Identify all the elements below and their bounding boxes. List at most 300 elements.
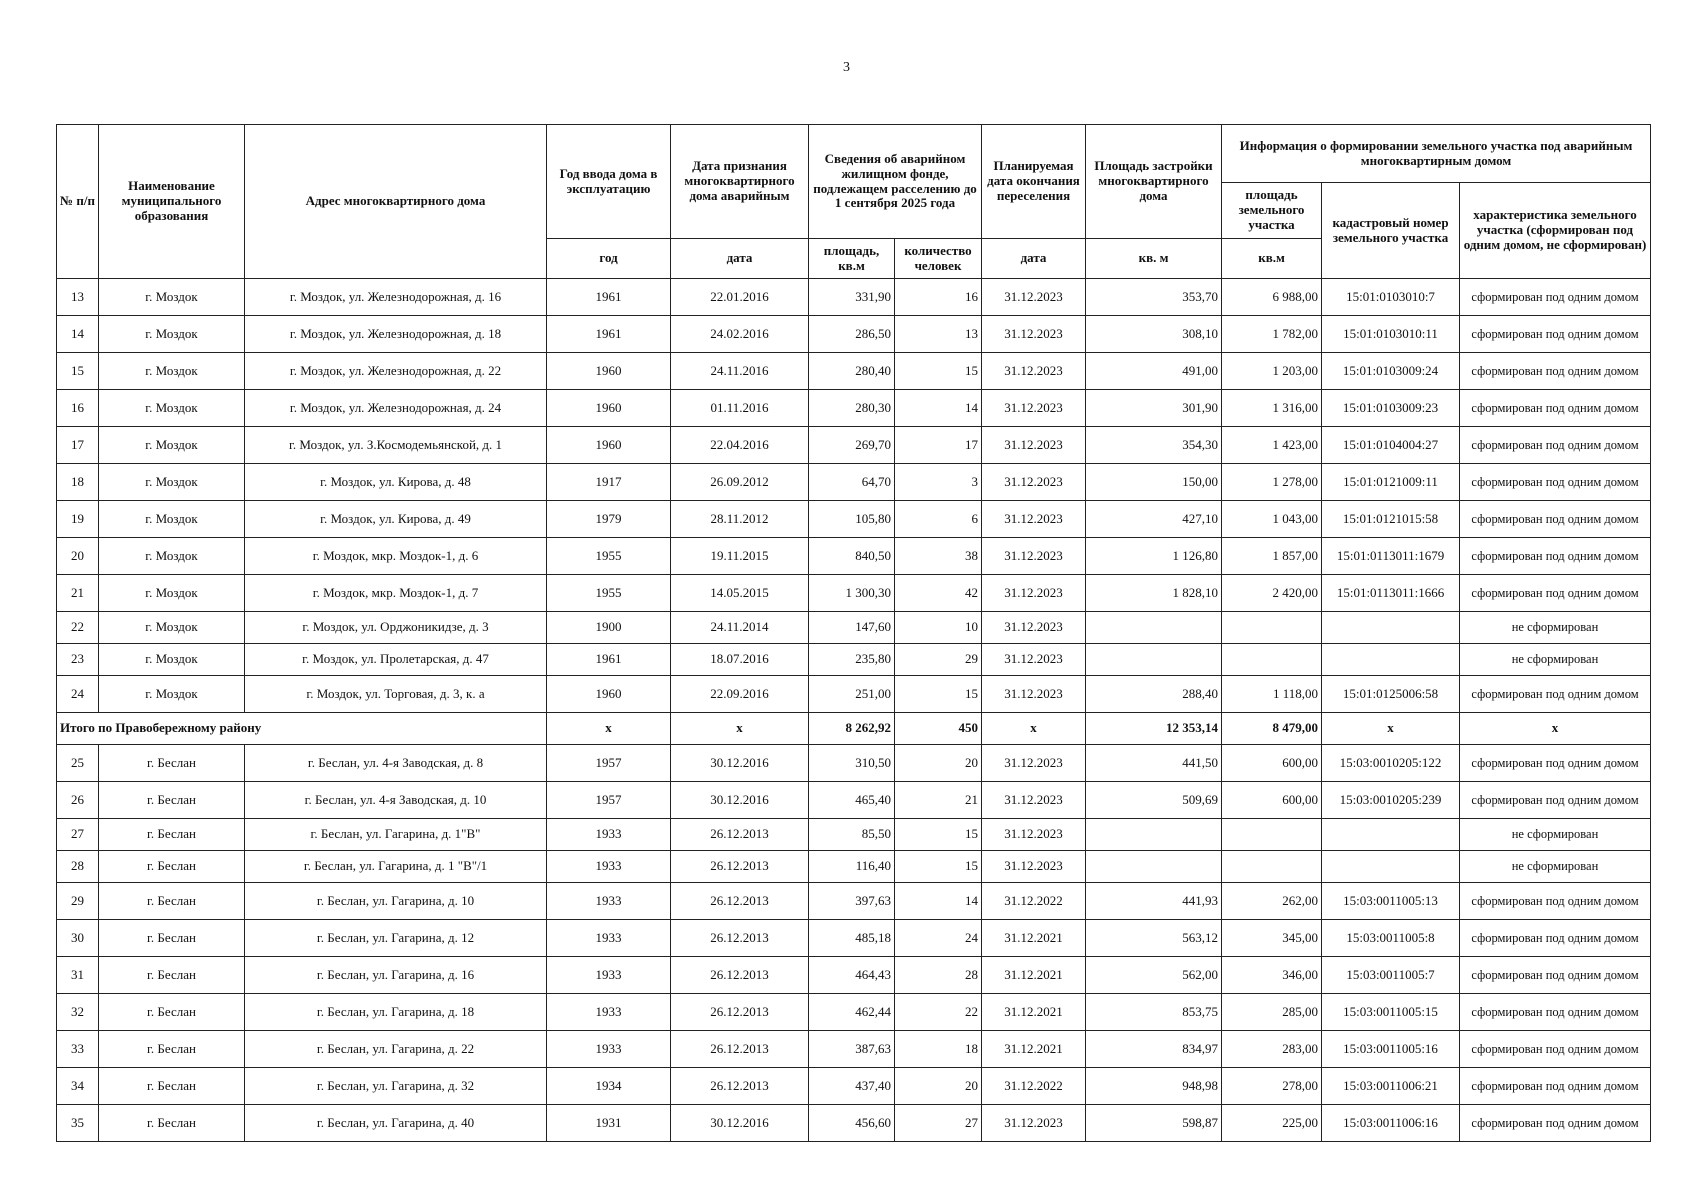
cell-date: 26.12.2013 bbox=[671, 819, 809, 851]
cell-people: 15 bbox=[895, 819, 982, 851]
cell-area: 147,60 bbox=[809, 612, 895, 644]
header-unit-date: дата bbox=[671, 239, 809, 279]
cell-cadastral: 15:01:0103009:24 bbox=[1322, 353, 1460, 390]
cell-characteristic: сформирован под одним домом bbox=[1460, 501, 1651, 538]
cell-building-area: 834,97 bbox=[1086, 1031, 1222, 1068]
total-year: х bbox=[547, 713, 671, 745]
cell-area: 462,44 bbox=[809, 994, 895, 1031]
header-building-area: Площадь застройки многоквартирного дома bbox=[1086, 125, 1222, 239]
cell-building-area: 441,93 bbox=[1086, 883, 1222, 920]
cell-date: 26.12.2013 bbox=[671, 851, 809, 883]
cell-building-area: 853,75 bbox=[1086, 994, 1222, 1031]
cell-address: г. Моздок, мкр. Моздок-1, д. 6 bbox=[245, 538, 547, 575]
cell-date: 26.12.2013 bbox=[671, 957, 809, 994]
cell-building-area: 1 126,80 bbox=[1086, 538, 1222, 575]
cell-municipality: г. Моздок bbox=[99, 427, 245, 464]
header-land-area: площадь земельного участка bbox=[1222, 183, 1322, 239]
cell-date: 26.09.2012 bbox=[671, 464, 809, 501]
cell-address: г. Беслан, ул. Гагарина, д. 1 "В"/1 bbox=[245, 851, 547, 883]
cell-year: 1960 bbox=[547, 676, 671, 713]
cell-num: 31 bbox=[57, 957, 99, 994]
cell-people: 17 bbox=[895, 427, 982, 464]
cell-num: 27 bbox=[57, 819, 99, 851]
cell-area: 116,40 bbox=[809, 851, 895, 883]
cell-municipality: г. Моздок bbox=[99, 353, 245, 390]
cell-address: г. Моздок, ул. Железнодорожная, д. 24 bbox=[245, 390, 547, 427]
cell-cadastral: 15:01:0113011:1666 bbox=[1322, 575, 1460, 612]
cell-address: г. Беслан, ул. Гагарина, д. 12 bbox=[245, 920, 547, 957]
cell-characteristic: сформирован под одним домом bbox=[1460, 575, 1651, 612]
cell-characteristic: сформирован под одним домом bbox=[1460, 279, 1651, 316]
table-row bbox=[57, 464, 1651, 501]
cell-building-area: 563,12 bbox=[1086, 920, 1222, 957]
cell-year: 1960 bbox=[547, 427, 671, 464]
cell-num: 25 bbox=[57, 745, 99, 782]
cell-land-area bbox=[1222, 819, 1322, 851]
cell-address: г. Беслан, ул. Гагарина, д. 18 bbox=[245, 994, 547, 1031]
cell-date: 22.01.2016 bbox=[671, 279, 809, 316]
cell-cadastral: 15:01:0103010:7 bbox=[1322, 279, 1460, 316]
header-unit-area: площадь, кв.м bbox=[809, 239, 895, 279]
cell-year: 1933 bbox=[547, 994, 671, 1031]
emergency-housing-table bbox=[56, 124, 1651, 1142]
cell-address: г. Беслан, ул. Гагарина, д. 10 bbox=[245, 883, 547, 920]
cell-planned-date: 31.12.2023 bbox=[982, 1105, 1086, 1142]
cell-building-area bbox=[1086, 644, 1222, 676]
cell-people: 28 bbox=[895, 957, 982, 994]
cell-area: 286,50 bbox=[809, 316, 895, 353]
cell-characteristic: сформирован под одним домом bbox=[1460, 390, 1651, 427]
cell-municipality: г. Моздок bbox=[99, 316, 245, 353]
cell-municipality: г. Моздок bbox=[99, 501, 245, 538]
cell-year: 1917 bbox=[547, 464, 671, 501]
cell-cadastral bbox=[1322, 612, 1460, 644]
cell-area: 1 300,30 bbox=[809, 575, 895, 612]
cell-building-area: 354,30 bbox=[1086, 427, 1222, 464]
cell-building-area: 1 828,10 bbox=[1086, 575, 1222, 612]
cell-year: 1933 bbox=[547, 883, 671, 920]
cell-characteristic: сформирован под одним домом bbox=[1460, 538, 1651, 575]
cell-cadastral: 15:03:0011005:8 bbox=[1322, 920, 1460, 957]
cell-land-area: 262,00 bbox=[1222, 883, 1322, 920]
cell-municipality: г. Беслан bbox=[99, 819, 245, 851]
cell-land-area: 346,00 bbox=[1222, 957, 1322, 994]
cell-address: г. Моздок, ул. Железнодорожная, д. 16 bbox=[245, 279, 547, 316]
cell-num: 34 bbox=[57, 1068, 99, 1105]
cell-num: 22 bbox=[57, 612, 99, 644]
cell-municipality: г. Беслан bbox=[99, 1031, 245, 1068]
cell-area: 485,18 bbox=[809, 920, 895, 957]
cell-address: г. Моздок, ул. Кирова, д. 49 bbox=[245, 501, 547, 538]
cell-address: г. Беслан, ул. Гагарина, д. 16 bbox=[245, 957, 547, 994]
cell-building-area: 509,69 bbox=[1086, 782, 1222, 819]
cell-date: 22.09.2016 bbox=[671, 676, 809, 713]
cell-year: 1979 bbox=[547, 501, 671, 538]
cell-people: 3 bbox=[895, 464, 982, 501]
cell-num: 16 bbox=[57, 390, 99, 427]
cell-planned-date: 31.12.2023 bbox=[982, 501, 1086, 538]
cell-year: 1933 bbox=[547, 920, 671, 957]
header-land-info: Информация о формировании земельного участка под аварийным многоквартирным домом bbox=[1222, 125, 1651, 183]
header-num: № п/п bbox=[57, 125, 99, 279]
cell-area: 456,60 bbox=[809, 1105, 895, 1142]
total-area: 8 262,92 bbox=[809, 713, 895, 745]
cell-building-area: 150,00 bbox=[1086, 464, 1222, 501]
cell-planned-date: 31.12.2021 bbox=[982, 1031, 1086, 1068]
cell-land-area: 600,00 bbox=[1222, 745, 1322, 782]
cell-characteristic: сформирован под одним домом bbox=[1460, 427, 1651, 464]
cell-date: 19.11.2015 bbox=[671, 538, 809, 575]
cell-cadastral: 15:01:0104004:27 bbox=[1322, 427, 1460, 464]
cell-date: 28.11.2012 bbox=[671, 501, 809, 538]
cell-address: г. Беслан, ул. Гагарина, д. 40 bbox=[245, 1105, 547, 1142]
table-row bbox=[57, 390, 1651, 427]
cell-year: 1955 bbox=[547, 575, 671, 612]
cell-num: 20 bbox=[57, 538, 99, 575]
cell-area: 251,00 bbox=[809, 676, 895, 713]
cell-people: 21 bbox=[895, 782, 982, 819]
cell-num: 35 bbox=[57, 1105, 99, 1142]
cell-characteristic: сформирован под одним домом bbox=[1460, 464, 1651, 501]
cell-people: 6 bbox=[895, 501, 982, 538]
cell-num: 21 bbox=[57, 575, 99, 612]
cell-planned-date: 31.12.2023 bbox=[982, 782, 1086, 819]
cell-municipality: г. Моздок bbox=[99, 612, 245, 644]
cell-building-area bbox=[1086, 819, 1222, 851]
header-fund-info: Сведения об аварийном жилищном фонде, подлежащем расселению до 1 сентября 2025 года bbox=[809, 125, 982, 239]
table-row bbox=[57, 994, 1651, 1031]
cell-characteristic: сформирован под одним домом bbox=[1460, 782, 1651, 819]
cell-cadastral: 15:01:0113011:1679 bbox=[1322, 538, 1460, 575]
cell-municipality: г. Моздок bbox=[99, 676, 245, 713]
cell-characteristic: сформирован под одним домом bbox=[1460, 920, 1651, 957]
cell-municipality: г. Моздок bbox=[99, 575, 245, 612]
cell-land-area: 1 423,00 bbox=[1222, 427, 1322, 464]
cell-area: 331,90 bbox=[809, 279, 895, 316]
cell-people: 15 bbox=[895, 353, 982, 390]
cell-cadastral: 15:03:0011005:16 bbox=[1322, 1031, 1460, 1068]
cell-cadastral: 15:03:0011005:13 bbox=[1322, 883, 1460, 920]
cell-area: 85,50 bbox=[809, 819, 895, 851]
cell-date: 26.12.2013 bbox=[671, 994, 809, 1031]
cell-people: 42 bbox=[895, 575, 982, 612]
table-row bbox=[57, 279, 1651, 316]
table-row bbox=[57, 1031, 1651, 1068]
table-row bbox=[57, 851, 1651, 883]
cell-municipality: г. Моздок bbox=[99, 279, 245, 316]
cell-municipality: г. Моздок bbox=[99, 644, 245, 676]
cell-people: 14 bbox=[895, 883, 982, 920]
cell-cadastral bbox=[1322, 819, 1460, 851]
cell-num: 32 bbox=[57, 994, 99, 1031]
cell-planned-date: 31.12.2023 bbox=[982, 279, 1086, 316]
cell-municipality: г. Моздок bbox=[99, 464, 245, 501]
cell-address: г. Моздок, мкр. Моздок-1, д. 7 bbox=[245, 575, 547, 612]
cell-address: г. Беслан, ул. Гагарина, д. 22 bbox=[245, 1031, 547, 1068]
cell-land-area: 1 857,00 bbox=[1222, 538, 1322, 575]
cell-cadastral: 15:03:0011005:7 bbox=[1322, 957, 1460, 994]
cell-address: г. Моздок, ул. Железнодорожная, д. 22 bbox=[245, 353, 547, 390]
cell-building-area: 301,90 bbox=[1086, 390, 1222, 427]
cell-year: 1934 bbox=[547, 1068, 671, 1105]
cell-date: 26.12.2013 bbox=[671, 883, 809, 920]
cell-land-area: 1 782,00 bbox=[1222, 316, 1322, 353]
cell-people: 13 bbox=[895, 316, 982, 353]
cell-people: 16 bbox=[895, 279, 982, 316]
cell-date: 30.12.2016 bbox=[671, 745, 809, 782]
cell-num: 23 bbox=[57, 644, 99, 676]
cell-planned-date: 31.12.2023 bbox=[982, 427, 1086, 464]
cell-address: г. Моздок, ул. Кирова, д. 48 bbox=[245, 464, 547, 501]
cell-address: г. Моздок, ул. Торговая, д. 3, к. а bbox=[245, 676, 547, 713]
cell-planned-date: 31.12.2023 bbox=[982, 676, 1086, 713]
cell-people: 20 bbox=[895, 745, 982, 782]
table-row bbox=[57, 745, 1651, 782]
cell-area: 387,63 bbox=[809, 1031, 895, 1068]
cell-year: 1931 bbox=[547, 1105, 671, 1142]
header-unit-people: количество человек bbox=[895, 239, 982, 279]
cell-people: 18 bbox=[895, 1031, 982, 1068]
cell-characteristic: не сформирован bbox=[1460, 612, 1651, 644]
header-municipality: Наименование муниципального образования bbox=[99, 125, 245, 279]
cell-characteristic: сформирован под одним домом bbox=[1460, 316, 1651, 353]
cell-area: 437,40 bbox=[809, 1068, 895, 1105]
cell-land-area: 1 118,00 bbox=[1222, 676, 1322, 713]
cell-characteristic: сформирован под одним домом bbox=[1460, 883, 1651, 920]
cell-num: 14 bbox=[57, 316, 99, 353]
cell-cadastral: 15:01:0103009:23 bbox=[1322, 390, 1460, 427]
cell-num: 24 bbox=[57, 676, 99, 713]
cell-date: 26.12.2013 bbox=[671, 1068, 809, 1105]
cell-people: 20 bbox=[895, 1068, 982, 1105]
cell-building-area bbox=[1086, 612, 1222, 644]
cell-cadastral: 15:03:0011006:21 bbox=[1322, 1068, 1460, 1105]
cell-municipality: г. Моздок bbox=[99, 538, 245, 575]
cell-date: 24.02.2016 bbox=[671, 316, 809, 353]
cell-address: г. Моздок, ул. З.Космодемьянской, д. 1 bbox=[245, 427, 547, 464]
cell-municipality: г. Беслан bbox=[99, 851, 245, 883]
cell-characteristic: сформирован под одним домом bbox=[1460, 957, 1651, 994]
cell-planned-date: 31.12.2021 bbox=[982, 920, 1086, 957]
cell-land-area: 283,00 bbox=[1222, 1031, 1322, 1068]
cell-area: 280,30 bbox=[809, 390, 895, 427]
cell-building-area: 288,40 bbox=[1086, 676, 1222, 713]
cell-characteristic: сформирован под одним домом bbox=[1460, 1068, 1651, 1105]
cell-num: 26 bbox=[57, 782, 99, 819]
header-unit-kvm2: кв.м bbox=[1222, 239, 1322, 279]
cell-num: 15 bbox=[57, 353, 99, 390]
header-planned-date: Планируемая дата окончания переселения bbox=[982, 125, 1086, 239]
cell-building-area: 441,50 bbox=[1086, 745, 1222, 782]
cell-characteristic: не сформирован bbox=[1460, 851, 1651, 883]
header-characteristic: характеристика земельного участка (сформирован под одним домом, не сформирован) bbox=[1460, 183, 1651, 279]
table-row bbox=[57, 819, 1651, 851]
cell-planned-date: 31.12.2023 bbox=[982, 538, 1086, 575]
table-row bbox=[57, 676, 1651, 713]
cell-characteristic: сформирован под одним домом bbox=[1460, 676, 1651, 713]
cell-cadastral: 15:01:0121015:58 bbox=[1322, 501, 1460, 538]
cell-year: 1957 bbox=[547, 782, 671, 819]
cell-land-area: 600,00 bbox=[1222, 782, 1322, 819]
cell-municipality: г. Беслан bbox=[99, 1105, 245, 1142]
table-row bbox=[57, 957, 1651, 994]
cell-planned-date: 31.12.2023 bbox=[982, 575, 1086, 612]
header-cadastral: кадастровый номер земельного участка bbox=[1322, 183, 1460, 279]
total-larea: 8 479,00 bbox=[1222, 713, 1322, 745]
cell-municipality: г. Беслан bbox=[99, 1068, 245, 1105]
cell-num: 29 bbox=[57, 883, 99, 920]
cell-date: 01.11.2016 bbox=[671, 390, 809, 427]
cell-planned-date: 31.12.2021 bbox=[982, 957, 1086, 994]
cell-characteristic: сформирован под одним домом bbox=[1460, 353, 1651, 390]
cell-characteristic: сформирован под одним домом bbox=[1460, 1031, 1651, 1068]
cell-land-area: 278,00 bbox=[1222, 1068, 1322, 1105]
cell-municipality: г. Беслан bbox=[99, 994, 245, 1031]
cell-people: 27 bbox=[895, 1105, 982, 1142]
header-unit-kvm: кв. м bbox=[1086, 239, 1222, 279]
cell-land-area: 1 043,00 bbox=[1222, 501, 1322, 538]
cell-land-area: 1 316,00 bbox=[1222, 390, 1322, 427]
cell-planned-date: 31.12.2023 bbox=[982, 851, 1086, 883]
cell-date: 18.07.2016 bbox=[671, 644, 809, 676]
table-row bbox=[57, 1068, 1651, 1105]
cell-date: 26.12.2013 bbox=[671, 920, 809, 957]
cell-address: г. Моздок, ул. Пролетарская, д. 47 bbox=[245, 644, 547, 676]
cell-people: 10 bbox=[895, 612, 982, 644]
table-row bbox=[57, 883, 1651, 920]
cell-cadastral: 15:03:0011006:16 bbox=[1322, 1105, 1460, 1142]
cell-characteristic: не сформирован bbox=[1460, 819, 1651, 851]
cell-year: 1933 bbox=[547, 1031, 671, 1068]
total-row bbox=[57, 713, 1651, 745]
cell-building-area: 562,00 bbox=[1086, 957, 1222, 994]
cell-num: 18 bbox=[57, 464, 99, 501]
cell-date: 30.12.2016 bbox=[671, 782, 809, 819]
cell-land-area: 1 278,00 bbox=[1222, 464, 1322, 501]
cell-planned-date: 31.12.2022 bbox=[982, 883, 1086, 920]
table-row bbox=[57, 1105, 1651, 1142]
header-emergency-date: Дата признания многоквартирного дома аварийным bbox=[671, 125, 809, 239]
table-row bbox=[57, 644, 1651, 676]
cell-municipality: г. Беслан bbox=[99, 782, 245, 819]
cell-date: 24.11.2014 bbox=[671, 612, 809, 644]
total-people: 450 bbox=[895, 713, 982, 745]
cell-planned-date: 31.12.2023 bbox=[982, 745, 1086, 782]
cell-land-area bbox=[1222, 612, 1322, 644]
cell-address: г. Беслан, ул. Гагарина, д. 32 bbox=[245, 1068, 547, 1105]
cell-year: 1961 bbox=[547, 279, 671, 316]
cell-building-area bbox=[1086, 851, 1222, 883]
total-date: х bbox=[671, 713, 809, 745]
cell-year: 1955 bbox=[547, 538, 671, 575]
cell-people: 14 bbox=[895, 390, 982, 427]
cell-planned-date: 31.12.2023 bbox=[982, 390, 1086, 427]
cell-building-area: 598,87 bbox=[1086, 1105, 1222, 1142]
cell-people: 29 bbox=[895, 644, 982, 676]
table-row bbox=[57, 538, 1651, 575]
cell-building-area: 491,00 bbox=[1086, 353, 1222, 390]
cell-land-area: 2 420,00 bbox=[1222, 575, 1322, 612]
cell-area: 397,63 bbox=[809, 883, 895, 920]
cell-cadastral: 15:03:0011005:15 bbox=[1322, 994, 1460, 1031]
cell-year: 1957 bbox=[547, 745, 671, 782]
cell-planned-date: 31.12.2022 bbox=[982, 1068, 1086, 1105]
total-cad: х bbox=[1322, 713, 1460, 745]
cell-land-area: 6 988,00 bbox=[1222, 279, 1322, 316]
cell-municipality: г. Беслан bbox=[99, 883, 245, 920]
table-row bbox=[57, 316, 1651, 353]
cell-address: г. Беслан, ул. Гагарина, д. 1"В" bbox=[245, 819, 547, 851]
cell-land-area: 225,00 bbox=[1222, 1105, 1322, 1142]
cell-year: 1933 bbox=[547, 851, 671, 883]
table-row bbox=[57, 920, 1651, 957]
cell-year: 1933 bbox=[547, 819, 671, 851]
cell-cadastral bbox=[1322, 644, 1460, 676]
header-address: Адрес многоквартирного дома bbox=[245, 125, 547, 279]
cell-building-area: 948,98 bbox=[1086, 1068, 1222, 1105]
cell-num: 17 bbox=[57, 427, 99, 464]
total-planned: х bbox=[982, 713, 1086, 745]
cell-date: 26.12.2013 bbox=[671, 1031, 809, 1068]
cell-cadastral: 15:03:0010205:239 bbox=[1322, 782, 1460, 819]
cell-building-area: 308,10 bbox=[1086, 316, 1222, 353]
total-label: Итого по Правобережному району bbox=[57, 713, 547, 745]
table-row bbox=[57, 501, 1651, 538]
cell-municipality: г. Беслан bbox=[99, 920, 245, 957]
cell-date: 22.04.2016 bbox=[671, 427, 809, 464]
cell-address: г. Беслан, ул. 4-я Заводская, д. 8 bbox=[245, 745, 547, 782]
cell-planned-date: 31.12.2023 bbox=[982, 644, 1086, 676]
cell-area: 105,80 bbox=[809, 501, 895, 538]
cell-planned-date: 31.12.2021 bbox=[982, 994, 1086, 1031]
page-number: 3 bbox=[843, 60, 850, 75]
table-row bbox=[57, 575, 1651, 612]
cell-people: 24 bbox=[895, 920, 982, 957]
total-char: х bbox=[1460, 713, 1651, 745]
cell-municipality: г. Моздок bbox=[99, 390, 245, 427]
cell-planned-date: 31.12.2023 bbox=[982, 316, 1086, 353]
cell-area: 235,80 bbox=[809, 644, 895, 676]
cell-land-area: 345,00 bbox=[1222, 920, 1322, 957]
cell-land-area: 285,00 bbox=[1222, 994, 1322, 1031]
table-row bbox=[57, 612, 1651, 644]
cell-people: 22 bbox=[895, 994, 982, 1031]
cell-people: 15 bbox=[895, 676, 982, 713]
cell-year: 1961 bbox=[547, 316, 671, 353]
cell-date: 24.11.2016 bbox=[671, 353, 809, 390]
cell-characteristic: сформирован под одним домом bbox=[1460, 745, 1651, 782]
cell-area: 269,70 bbox=[809, 427, 895, 464]
table-row bbox=[57, 427, 1651, 464]
cell-building-area: 427,10 bbox=[1086, 501, 1222, 538]
cell-year: 1960 bbox=[547, 353, 671, 390]
cell-municipality: г. Беслан bbox=[99, 957, 245, 994]
cell-land-area: 1 203,00 bbox=[1222, 353, 1322, 390]
total-barea: 12 353,14 bbox=[1086, 713, 1222, 745]
cell-num: 13 bbox=[57, 279, 99, 316]
cell-num: 30 bbox=[57, 920, 99, 957]
cell-people: 38 bbox=[895, 538, 982, 575]
cell-area: 465,40 bbox=[809, 782, 895, 819]
cell-building-area: 353,70 bbox=[1086, 279, 1222, 316]
cell-year: 1900 bbox=[547, 612, 671, 644]
cell-cadastral: 15:01:0121009:11 bbox=[1322, 464, 1460, 501]
table-row bbox=[57, 782, 1651, 819]
cell-address: г. Моздок, ул. Железнодорожная, д. 18 bbox=[245, 316, 547, 353]
cell-characteristic: не сформирован bbox=[1460, 644, 1651, 676]
cell-people: 15 bbox=[895, 851, 982, 883]
cell-address: г. Моздок, ул. Орджоникидзе, д. 3 bbox=[245, 612, 547, 644]
